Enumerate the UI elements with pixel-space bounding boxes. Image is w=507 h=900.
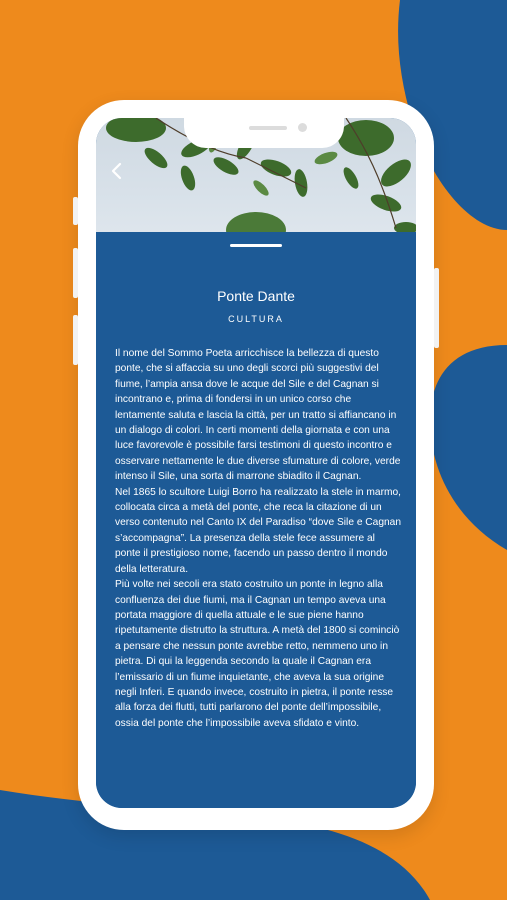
phone-notch: [184, 118, 344, 148]
description-paragraph-2: Nel 1865 lo scultore Luigi Borro ha realizzato la stele in marmo, collocata circa a metà del ponte, che reca la citazione di un verso contenuto nel Canto IX del Paradiso “dove Sile e Cagnan s’accompagna”. La presenza della stele fece assumere al ponte il prestigioso nome, facendo un passo dentro il mondo della letteratura.: [115, 486, 401, 575]
description-paragraph-1: Il nome del Sommo Poeta arricchisce la bellezza di questo ponte, che si affaccia su uno degli scorci più suggestivi del fiume, l’ampia ansa dove le acque del Sile e del Cagnan si incontrano e, prima di fondersi in un unico corso che lentamente saluta e lascia la città, per un tratto si affiancano in un dialogo di colori. In certi momenti della giornata e con una luce favorevole è possibile farsi testimoni di questo incontro e osservare nettamente le due diverse sfumature di colore, verde intenso il Sile, una sorta di marrone sbiadito il Cagnan.: [115, 348, 401, 483]
phone-screen: [96, 118, 416, 808]
detail-sheet[interactable]: [96, 232, 416, 808]
phone-frame: [78, 100, 434, 830]
place-title: Ponte Dante: [217, 288, 295, 304]
phone-side-button-volume-up: [73, 248, 78, 298]
place-description: [115, 346, 402, 731]
place-category: CULTURA: [228, 314, 284, 324]
phone-speaker: [249, 126, 287, 130]
background-blob-right: [430, 345, 507, 550]
sheet-drag-handle[interactable]: [230, 244, 282, 247]
phone-camera: [298, 123, 307, 132]
phone-side-button-mute: [73, 197, 78, 225]
phone-side-button-volume-down: [73, 315, 78, 365]
description-paragraph-3: Più volte nei secoli era stato costruito un ponte in legno alla confluenza dei due fiumi, ma il Cagnan un tempo aveva una portata maggiore di quella attuale e le sue piene hanno ripetutamente distrutto la struttura. A metà del 1800 si cominciò a pensare che nessun ponte avrebbe retto, nemmeno uno in pietra. Di qui la leggenda secondo la quale il Cagnan era l’emissario di un fiume inquietante, che aveva la sua origine negli Inferi. E quando invece, costruito in pietra, il ponte resse alla forza dei flutti, tutti parlarono del ponte dell’impossibile, ossia del ponte che l’impossibile aveva sfidato e vinto.: [115, 579, 400, 729]
phone-side-button-power: [434, 268, 439, 348]
back-button[interactable]: [106, 160, 128, 182]
chevron-left-icon: [106, 160, 128, 182]
